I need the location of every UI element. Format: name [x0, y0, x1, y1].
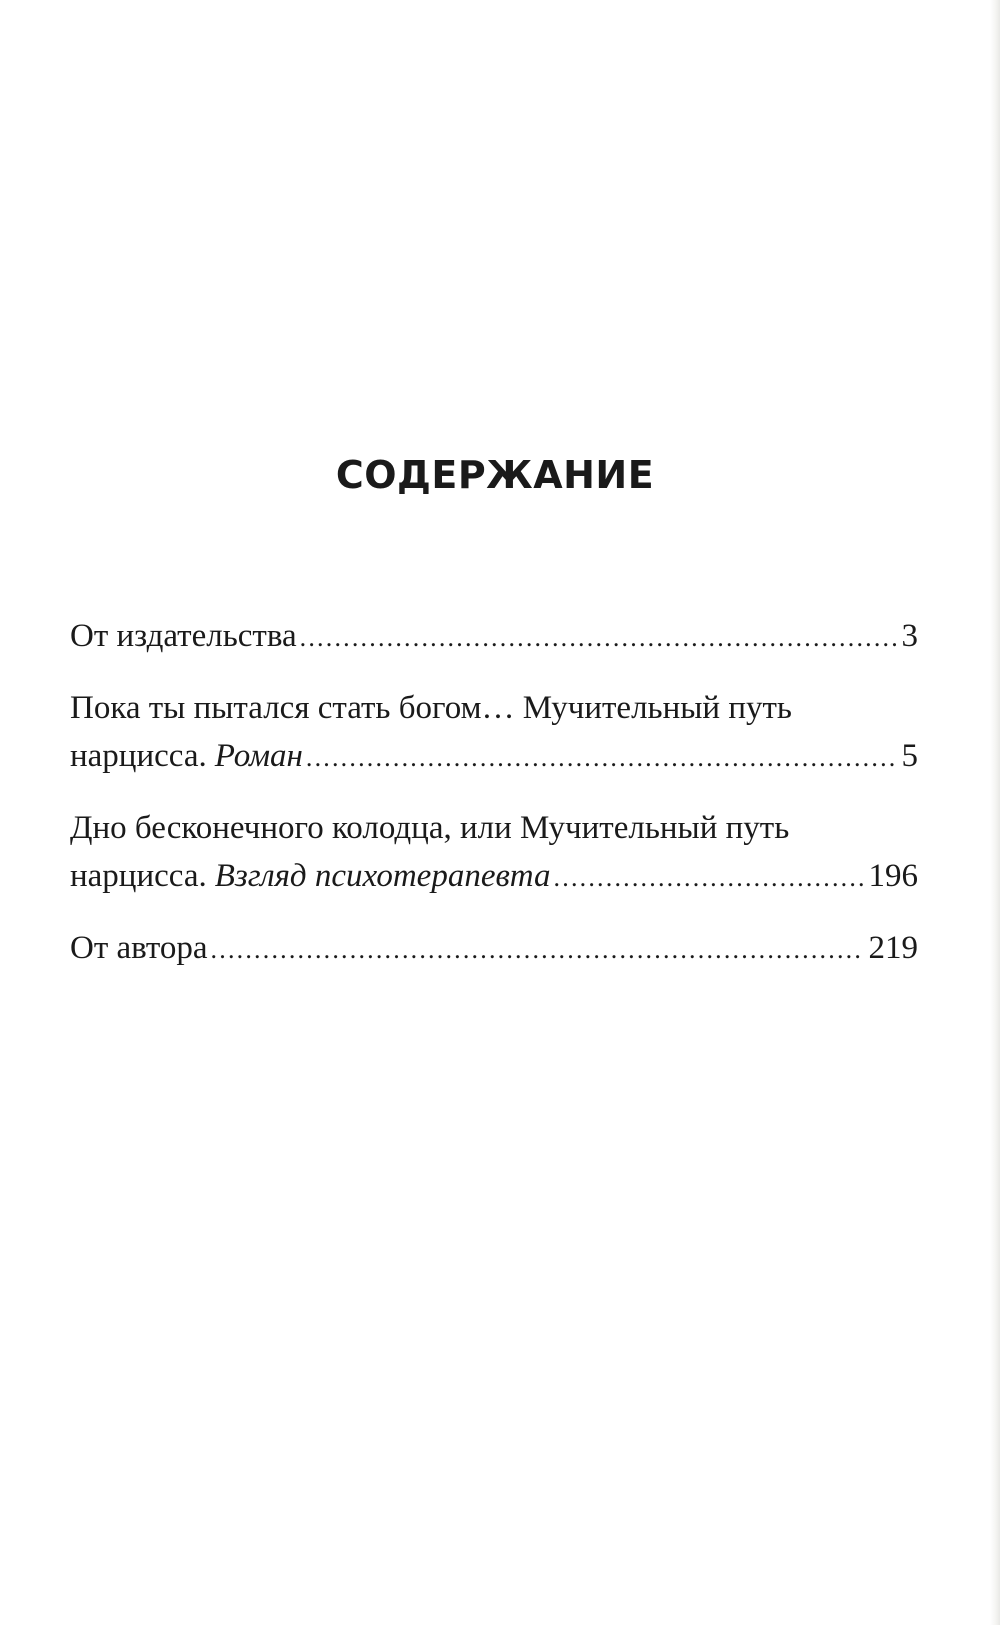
dot-leader — [306, 734, 896, 782]
toc-entry-line — [70, 804, 918, 852]
toc-entry-title: Дно бесконечного колодца, или Мучительный путь — [70, 810, 790, 846]
toc-entry-publisher[interactable] — [70, 612, 918, 662]
toc-entry-line — [70, 852, 918, 902]
dot-leader — [211, 926, 863, 974]
toc-entry-title: От автора — [70, 930, 208, 966]
dot-leader — [300, 614, 896, 662]
toc-title: СОДЕРЖАНИЕ — [335, 453, 655, 497]
toc-entry-author[interactable] — [70, 924, 918, 974]
toc-entry-page-number: 219 — [868, 930, 918, 966]
toc-entry-title-continuation: нарцисса. — [70, 738, 207, 774]
toc-entry-line — [70, 924, 918, 974]
toc-entry-line — [70, 684, 918, 732]
toc-entry-psychotherapist[interactable] — [70, 804, 918, 902]
toc-entry-subtitle: Взгляд психотерапевта — [214, 858, 551, 894]
toc-entry-title-continuation: нарцисса. — [70, 858, 207, 894]
toc-entry-line — [70, 612, 918, 662]
toc-entry-line — [70, 732, 918, 782]
toc-entry-page-number: 3 — [901, 618, 918, 654]
dot-leader — [554, 854, 863, 902]
toc-entry-novel[interactable] — [70, 684, 918, 782]
toc-entry-page-number: 196 — [868, 858, 918, 894]
page-edge-shadow — [990, 0, 1000, 1625]
toc-entry-subtitle: Роман — [214, 738, 303, 774]
toc-entry-title: От издательства — [70, 618, 297, 654]
toc-entry-page-number: 5 — [901, 738, 918, 774]
table-of-contents — [70, 612, 918, 996]
toc-entry-title: Пока ты пытался стать богом… Мучительный путь — [70, 690, 792, 726]
